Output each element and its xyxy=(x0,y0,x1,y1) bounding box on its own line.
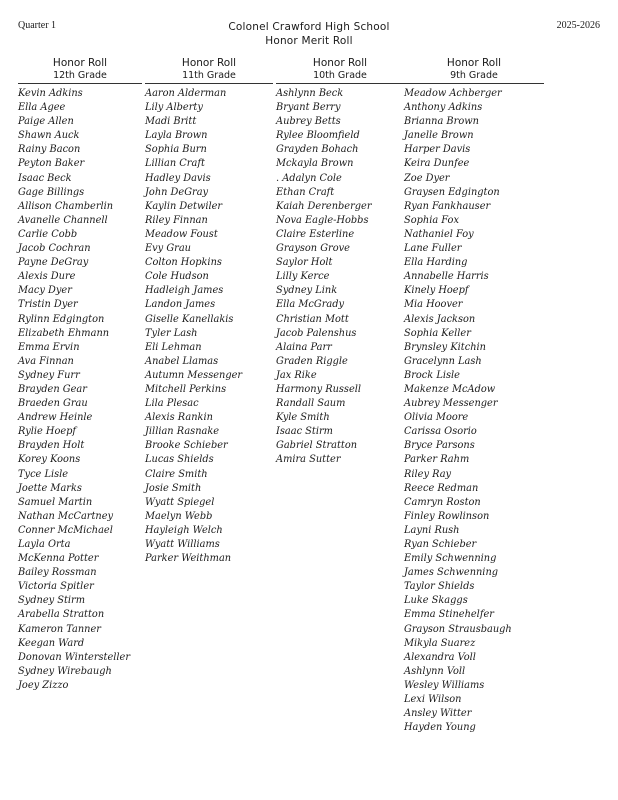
student-name: Brayden Holt xyxy=(18,440,85,452)
student-name: Grayson Strausbaugh xyxy=(404,623,512,635)
student-name: Jacob Cochran xyxy=(18,243,91,255)
column-12th-grade xyxy=(18,57,142,693)
student-name: Allison Chamberlin xyxy=(18,200,114,212)
student-name: Brynsley Kitchin xyxy=(404,341,486,353)
student-name: Sophia Fox xyxy=(404,214,459,226)
student-name: Aaron Alderman xyxy=(145,88,227,99)
student-name: Layla Brown xyxy=(145,130,208,142)
quarter-label: Quarter 1 xyxy=(18,20,57,31)
name-list xyxy=(145,84,273,566)
divider-line xyxy=(18,83,142,84)
student-name: Riley Finnan xyxy=(145,214,208,226)
student-name: Ava Finnan xyxy=(18,355,74,367)
student-name: Paige Allen xyxy=(18,116,74,128)
student-name: Evy Grau xyxy=(145,243,191,255)
student-name: Alexis Jackson xyxy=(404,313,476,325)
divider-line xyxy=(145,83,273,84)
student-name: Meadow Foust xyxy=(145,228,218,240)
column-grade: 9th Grade xyxy=(450,70,498,81)
student-name: Zoe Dyer xyxy=(404,172,450,184)
student-name: Claire Smith xyxy=(145,468,208,480)
student-name: Conner McMichael xyxy=(18,524,113,536)
student-name: Elizabeth Ehmann xyxy=(18,327,110,339)
column-title: Honor Roll xyxy=(52,57,108,69)
student-name: John DeGray xyxy=(145,186,209,198)
student-name: Madi Britt xyxy=(145,116,197,128)
name-list xyxy=(18,84,142,693)
column-header xyxy=(276,57,404,82)
student-name: Christian Mott xyxy=(276,313,349,325)
student-name: Sophia Keller xyxy=(404,327,471,339)
student-name: Kinely Hoepf xyxy=(404,285,469,297)
school-name: Colonel Crawford High School xyxy=(228,21,390,33)
student-name: Joette Marks xyxy=(18,482,82,494)
student-name: Jacob Palenshus xyxy=(276,327,357,339)
student-name: Rylie Hoepf xyxy=(18,426,77,438)
student-name: Donovan Wintersteller xyxy=(18,651,131,663)
student-name: Lily Alberty xyxy=(145,102,203,114)
student-name: Randall Saum xyxy=(276,398,346,410)
column-9th-grade xyxy=(404,57,544,735)
student-name: Korey Koons xyxy=(18,454,81,466)
student-name: Tristin Dyer xyxy=(18,299,78,311)
student-name: Keegan Ward xyxy=(18,637,85,649)
student-name: Grayden Bohach xyxy=(276,144,359,156)
student-name: Mitchell Perkins xyxy=(145,383,227,395)
student-name: Ashlynn Beck xyxy=(276,88,344,99)
student-name: Amira Sutter xyxy=(276,454,341,466)
student-name: Andrew Heinle xyxy=(18,412,93,424)
student-name: Carissa Osorio xyxy=(404,426,477,438)
student-name: Samuel Martin xyxy=(18,496,93,508)
student-name: Anthony Adkins xyxy=(404,102,483,114)
student-name: Macy Dyer xyxy=(18,285,72,297)
student-name: Sophia Burn xyxy=(145,144,207,156)
student-name: Ella Harding xyxy=(404,257,468,269)
student-name: Kaylin Detwiler xyxy=(145,200,223,212)
student-name: Aubrey Betts xyxy=(276,116,341,128)
student-name: Harmony Russell xyxy=(276,383,362,395)
student-name: Mia Hoover xyxy=(404,299,463,311)
student-name: Isaac Beck xyxy=(18,172,72,184)
student-name: Parker Rahm xyxy=(404,454,470,466)
student-name: Aubrey Messenger xyxy=(404,398,498,410)
student-name: Cole Hudson xyxy=(145,271,209,283)
divider-line xyxy=(404,83,544,84)
student-name: Saylor Holt xyxy=(276,257,333,269)
student-name: Maelyn Webb xyxy=(145,510,213,522)
student-name: Brock Lisle xyxy=(404,369,460,381)
student-name: Sydney Link xyxy=(276,285,338,297)
student-name: Graden Riggle xyxy=(276,355,348,367)
student-name: Hadley Davis xyxy=(145,172,211,184)
student-name: Carlie Cobb xyxy=(18,228,78,240)
column-10th-grade xyxy=(276,57,404,468)
student-name: Nathan McCartney xyxy=(18,510,114,522)
student-name: Finley Rowlinson xyxy=(404,510,490,522)
student-name: Joey Zizzo xyxy=(18,679,69,691)
student-name: Alexis Dure xyxy=(18,271,76,283)
student-name: . Adalyn Cole xyxy=(276,172,342,184)
student-name: Ashlynn Voll xyxy=(404,665,466,677)
document-header xyxy=(0,20,618,48)
student-name: Braeden Grau xyxy=(18,398,88,410)
student-name: Giselle Kanellakis xyxy=(145,313,234,325)
student-name: Gabriel Stratton xyxy=(276,440,358,452)
student-name: Janelle Brown xyxy=(404,130,474,142)
student-name: Jillian Rasnake xyxy=(145,426,220,438)
student-name: Graysen Edgington xyxy=(404,186,500,198)
student-name: Ansley Witter xyxy=(404,708,472,720)
student-name: Colton Hopkins xyxy=(145,257,222,269)
student-name: Layni Rush xyxy=(404,524,460,536)
column-title: Honor Roll xyxy=(181,57,237,69)
student-name: Claire Esterline xyxy=(276,228,355,240)
student-name: Landon James xyxy=(145,299,216,311)
student-name: Olivia Moore xyxy=(404,412,469,424)
student-name: Avanelle Channell xyxy=(18,214,108,226)
student-name: Lucas Shields xyxy=(145,454,214,466)
student-name: Tyler Lash xyxy=(145,327,198,339)
student-name: Ella Agee xyxy=(18,102,66,114)
student-name: Wyatt Spiegel xyxy=(145,496,215,508)
student-name: Brayden Gear xyxy=(18,383,87,395)
column-11th-grade xyxy=(145,57,273,566)
student-name: Hadleigh James xyxy=(145,285,224,297)
student-name: Kevin Adkins xyxy=(18,88,83,99)
student-name: Hayden Young xyxy=(404,722,476,734)
student-name: Keira Dunfee xyxy=(404,158,470,170)
student-name: Annabelle Harris xyxy=(404,271,489,283)
column-header xyxy=(145,57,273,82)
student-name: James Schwenning xyxy=(404,567,499,579)
student-name: Taylor Shields xyxy=(404,581,475,593)
student-name: Alaina Parr xyxy=(276,341,332,353)
student-name: Meadow Achberger xyxy=(404,88,502,99)
column-header xyxy=(18,57,142,82)
student-name: McKenna Potter xyxy=(18,553,99,565)
student-name: Grayson Grove xyxy=(276,243,350,255)
student-name: Bryant Berry xyxy=(276,102,341,114)
student-name: Riley Ray xyxy=(404,468,452,480)
column-header xyxy=(404,57,544,82)
student-name: Shawn Auck xyxy=(18,130,80,142)
student-name: Jax Rike xyxy=(276,369,317,381)
student-name: Rylee Bloomfield xyxy=(276,130,360,142)
student-name: Bryce Parsons xyxy=(404,440,475,452)
student-name: Lilly Kerce xyxy=(276,271,330,283)
student-name: Bailey Rossman xyxy=(18,567,97,579)
student-name: Isaac Stirm xyxy=(276,426,333,438)
student-name: Brooke Schieber xyxy=(145,440,228,452)
student-name: Payne DeGray xyxy=(18,257,89,269)
student-name: Lexi Wilson xyxy=(404,694,462,706)
student-name: Reece Redman xyxy=(404,482,479,494)
roll-subtitle: Honor Merit Roll xyxy=(265,35,353,47)
name-list xyxy=(276,84,404,468)
student-name: Wesley Williams xyxy=(404,679,485,691)
student-name: Hayleigh Welch xyxy=(145,524,223,536)
student-name: Emily Schwenning xyxy=(404,553,497,565)
student-name: Lillian Craft xyxy=(145,158,205,170)
student-name: Sydney Furr xyxy=(18,369,80,381)
student-name: Lane Fuller xyxy=(404,243,462,255)
column-grade: 10th Grade xyxy=(313,70,367,81)
divider-line xyxy=(276,83,404,84)
student-name: Kyle Smith xyxy=(276,412,330,424)
student-name: Victoria Spitler xyxy=(18,581,94,593)
student-name: Tyce Lisle xyxy=(18,468,69,480)
student-name: Mikyla Suarez xyxy=(404,637,476,649)
student-name: Alexandra Voll xyxy=(404,651,476,663)
student-name: Lila Plesac xyxy=(145,398,199,410)
student-name: Makenze McAdow xyxy=(404,383,496,395)
student-name: Arabella Stratton xyxy=(18,609,105,621)
student-name: Kaiah Derenberger xyxy=(276,200,372,212)
column-title: Honor Roll xyxy=(446,57,502,69)
student-name: Autumn Messenger xyxy=(145,369,243,381)
student-name: Peyton Baker xyxy=(18,158,85,170)
student-name: Rylinn Edgington xyxy=(18,313,105,325)
student-name: Mckayla Brown xyxy=(276,158,354,170)
student-name: Camryn Roston xyxy=(404,496,481,508)
student-name: Nova Eagle-Hobbs xyxy=(276,214,369,226)
student-name: Brianna Brown xyxy=(404,116,479,128)
student-name: Wyatt Williams xyxy=(145,539,220,550)
student-name: Eli Lehman xyxy=(145,341,202,353)
student-name: Gracelynn Lash xyxy=(404,355,482,367)
student-name: Emma Ervin xyxy=(18,341,80,353)
student-name: Ryan Schieber xyxy=(404,539,477,550)
student-name: Layla Orta xyxy=(18,539,71,550)
column-title: Honor Roll xyxy=(312,57,368,69)
student-name: Anabel Llamas xyxy=(145,355,219,367)
column-grade: 11th Grade xyxy=(182,70,236,81)
student-name: Ella McGrady xyxy=(276,299,345,311)
student-name: Ethan Craft xyxy=(276,186,335,198)
column-grade: 12th Grade xyxy=(53,70,107,81)
school-year: 2025-2026 xyxy=(556,20,600,31)
student-name: Harper Davis xyxy=(404,144,471,156)
student-name: Rainy Bacon xyxy=(18,144,81,156)
name-list xyxy=(404,84,544,735)
student-name: Kameron Tanner xyxy=(18,623,101,635)
student-name: Alexis Rankin xyxy=(145,412,213,424)
student-name: Josie Smith xyxy=(145,482,202,494)
student-name: Emma Stinehelfer xyxy=(404,609,494,621)
student-name: Nathaniel Foy xyxy=(404,228,474,240)
student-name: Ryan Fankhauser xyxy=(404,200,491,212)
student-name: Sydney Wirebaugh xyxy=(18,665,112,677)
student-name: Luke Skaggs xyxy=(404,595,468,607)
student-name: Parker Weithman xyxy=(145,553,232,565)
student-name: Sydney Stirm xyxy=(18,595,86,607)
student-name: Gage Billings xyxy=(18,186,85,198)
